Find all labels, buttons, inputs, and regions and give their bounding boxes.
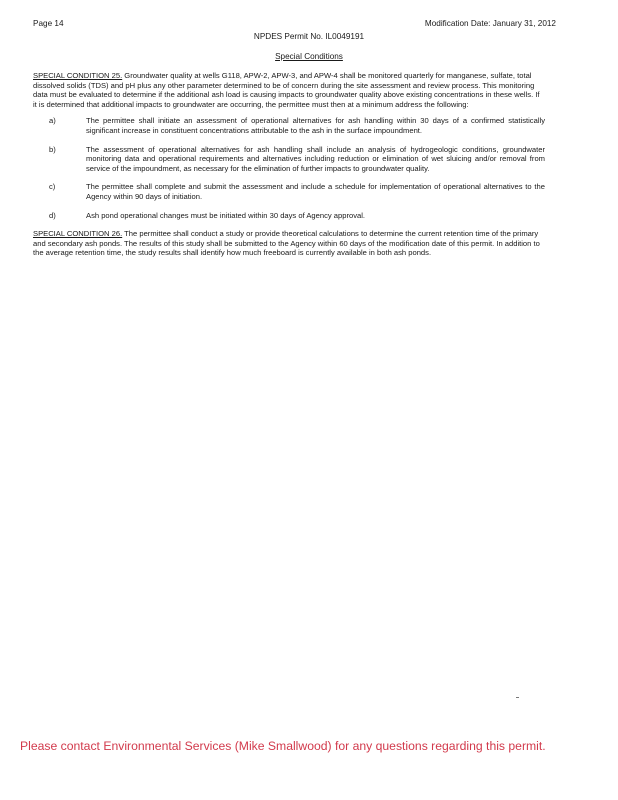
item-letter: b) bbox=[49, 144, 56, 154]
condition-25-label: SPECIAL CONDITION 25. bbox=[33, 71, 123, 80]
contact-note: Please contact Environmental Services (Mike Smallwood) for any questions regarding this permit. bbox=[20, 739, 546, 753]
scan-mark bbox=[516, 697, 519, 698]
item-text: The permittee shall initiate an assessment of operational alternatives for ash handling within 30 days of a confirmed statistically significant increase in constituent concentrations attributable to the ash in the surface impoundment. bbox=[86, 116, 545, 135]
permit-number: NPDES Permit No. IL0049191 bbox=[253, 32, 365, 41]
condition-26-text: The permittee shall conduct a study or provide theoretical calculations to determine the current retention time of the primary and secondary ash ponds. The results of this study shall be submitted to the Agency within 60 days of the modification date of this permit. In addition to the average retention time, the study results shall identify how much freeboard is currently available in both ash ponds. bbox=[33, 229, 540, 258]
condition-25-list bbox=[33, 116, 545, 220]
item-letter: c) bbox=[49, 182, 56, 192]
modification-date: Modification Date: January 31, 2012 bbox=[424, 19, 556, 28]
list-item bbox=[33, 182, 545, 201]
condition-25-text: Groundwater quality at wells G118, APW-2, APW-3, and APW-4 shall be monitored quarterly for manganese, sulfate, total dissolved solids (TDS) and pH plus any other parameter determined to be of concern during the site assessment and review process. This monitoring data must be evaluated to determine if the additional ash load is causing impacts to groundwater quality above existing concentrations in these wells. If it is determined that additional impacts to groundwater are occurring, the permittee must then at a minimum address the following: bbox=[33, 71, 540, 109]
page-number: Page 14 bbox=[33, 19, 64, 28]
section-title: Special Conditions bbox=[275, 52, 343, 61]
list-item bbox=[33, 211, 545, 221]
document-body bbox=[33, 71, 545, 258]
list-item bbox=[33, 145, 545, 174]
special-condition-26 bbox=[33, 229, 545, 258]
item-letter: a) bbox=[49, 116, 56, 126]
item-text: The permittee shall complete and submit the assessment and include a schedule for implementation of operational alternatives to the Agency within 90 days of initiation. bbox=[86, 182, 545, 201]
item-letter: d) bbox=[49, 210, 56, 220]
condition-26-label: SPECIAL CONDITION 26. bbox=[33, 229, 123, 239]
special-condition-25 bbox=[33, 71, 545, 109]
item-text: The assessment of operational alternatives for ash handling shall include an analysis of hydrogeologic conditions, groundwater monitoring data and operational requirements and alternatives including reduction or elimination of wet sluicing and/or removal from service of the impoundment, as necessary for the elimination of further impacts to groundwater quality. bbox=[86, 144, 545, 173]
list-item bbox=[33, 116, 545, 135]
item-text: Ash pond operational changes must be initiated within 30 days of Agency approval. bbox=[86, 210, 366, 220]
